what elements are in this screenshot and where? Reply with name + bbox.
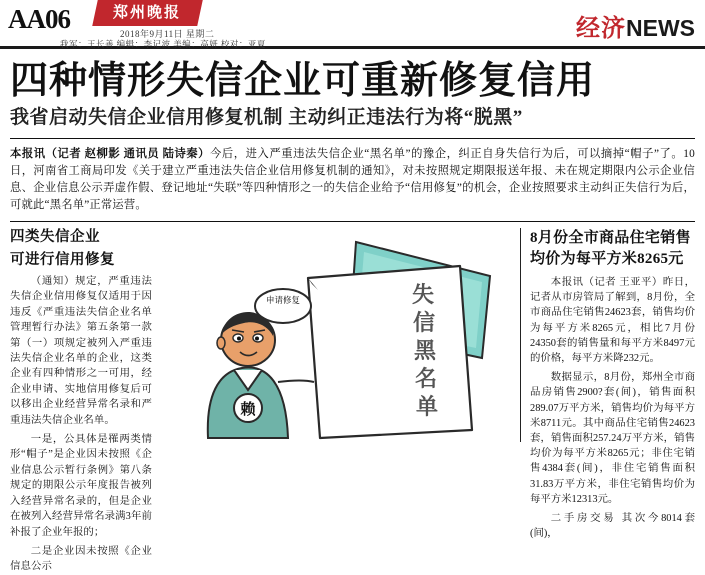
illustration-svg	[160, 230, 520, 440]
left-body-text	[10, 274, 152, 575]
section-title-en: NEWS	[626, 15, 695, 41]
left-subtitle-line1: 四类失信企业	[10, 229, 100, 245]
lead-paragraph	[10, 146, 695, 214]
blacklist-char-2: 信	[413, 310, 436, 335]
right-subtitle-line1: 8月份全市商品住宅销售	[530, 230, 691, 246]
paper-name-flag	[92, 0, 203, 26]
column-middle	[160, 228, 520, 442]
right-subtitle	[530, 228, 695, 270]
left-paragraph-1: （通知）规定，严重违法失信企业信用修复仅适用于因违反《严重违法失信企业名单管理暂行办法》第五条第一款第（一）项规定被列入严重违法失信企业名单的企业，这类企业有四种情形之一可用，经企业申请、实地信用修复后可以移出企业经营异常名录和严重违法失信企业名单。	[10, 276, 152, 426]
blacklist-char-5: 单	[416, 394, 439, 419]
lead-body: 今后，进入严重违法失信企业“黑名单”的豫企，纠正自身失信行为后，可以摘掉“帽子”了。10日，河南省工商局印发《关于建立严重违法失信企业信用修复机制的通知》，对未按照规定期限报送年报、未在规定期限内公示企业信息、企业信息公示弄虚作假、登记地址“失联”等四种情形之一的失信企业给予“信用修复”的机会，企业按照要求主动纠正失信行为后，可就此“黑名单”正常运营。	[10, 148, 695, 211]
right-body-text	[530, 275, 695, 541]
headline-block	[0, 49, 705, 131]
page-subtitle: 我省启动失信企业信用修复机制 主动纠正违法行为将“脱黑”	[10, 107, 523, 128]
headline-divider	[10, 138, 695, 139]
page-number: AA06	[8, 4, 70, 34]
right-paragraph-3: 二手房交易 其次今8014套(间)，	[530, 513, 695, 540]
staff-credits: 我军：王长善 编辑：李记波 美编：高妍 校对：亚夏	[60, 39, 266, 49]
paper-name-label: 郑州晚报	[113, 5, 182, 21]
blacklist-char-4: 名	[415, 366, 438, 391]
body-columns	[10, 228, 695, 573]
left-paragraph-2: 一是，公具体是罹两类情形“帽子”是企业因未按照《企业信息公示暂行条例》第八条规定的期限公示年度报告被列入经营异常名录的，但是企业在被列入经营异常名录满3年前补报了企业年报的；	[10, 434, 152, 538]
blacklist-paper	[308, 266, 472, 438]
lead-divider	[10, 221, 695, 222]
column-right	[520, 228, 695, 540]
lead-byline: 本报讯（记者 赵柳影 通讯员 陆诗秦）	[10, 148, 211, 160]
illustration	[160, 230, 520, 440]
column-left	[10, 228, 160, 573]
page-title: 四种情形失信企业可重新修复信用	[10, 60, 596, 102]
publication-date: 2018年9月11日 星期二	[120, 29, 215, 39]
blacklist-char-1: 失	[412, 282, 435, 307]
right-paragraph-2: 数据显示，8月份，郑州全市商品房销售2900?套(间)，销售面积289.07万平方米，销售均价为每平方米8711元。其中商品住宅销售24623套，销售面积257.24万平方米，销售均价为每平方米8265元；非住宅销售4384套(间)，非住宅销售面积31.83万平方米，非住宅销售均价为每平方米12313元。	[530, 372, 695, 505]
right-subtitle-line2: 均价为每平方米8265元	[530, 251, 684, 267]
character-badge-text: 赖	[240, 402, 256, 418]
masthead	[0, 0, 705, 49]
left-paragraph-3: 二是企业因未按照《企业信息公示	[10, 545, 152, 573]
right-paragraph-1: 本报讯（记者 王亚平）昨日，记者从市房管局了解到，8月份，全市商品住宅销售24623套，销售均价为每平方米8265元，相比7月份24350套的销售量和每平方米8497元的价格，每平方米降232元。	[530, 277, 695, 365]
bubble-text-line1: 申请修复	[265, 295, 301, 305]
section-title-cn: 经济	[576, 16, 626, 42]
blacklist-char-3: 黑	[414, 338, 437, 363]
cartoon-character	[208, 312, 314, 438]
left-subtitle-line2: 可进行信用修复	[10, 252, 115, 268]
section-title	[576, 8, 695, 43]
